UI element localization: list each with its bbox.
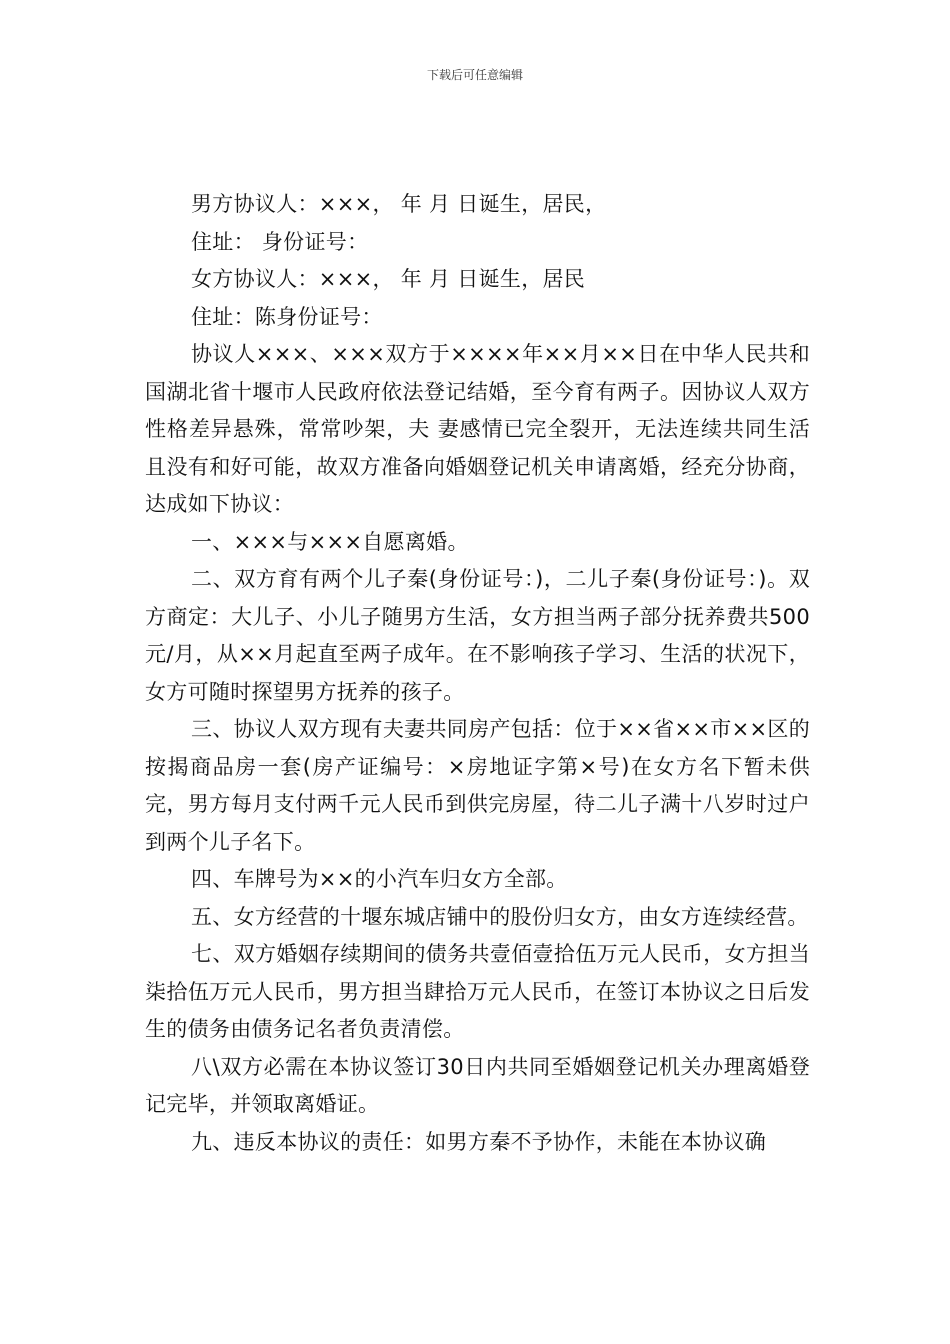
paragraph-preamble: 协议人×××、×××双方于××××年××月××日在中华人民共和国湖北省十堰市人民政府依法登记结婚，至今育有两子。因协议人双方性格差异悬殊，常常吵架，夫 妻感情已完全裂开，无法连续共同生活且没有和好可能，故双方准备向婚姻登记机关申请离婚，经充分协商，达成如下协议： [145, 342, 810, 516]
document-body [145, 186, 810, 1161]
page-header-note: 下载后可任意编辑 [426, 68, 523, 82]
paragraph-clause-4: 四、车牌号为××的小汽车归女方全部。 [191, 867, 568, 891]
paragraph-clause-7: 七、双方婚姻存续期间的债务共壹佰壹拾伍万元人民币，女方担当柒拾伍万元人民币，男方担当肆拾万元人民币，在签订本协议之日后发生的债务由债务记名者负责清偿。 [145, 942, 810, 1041]
paragraph-male-address: 住址： 身份证号： [191, 229, 369, 254]
paragraph-male-party: 男方协议人：×××， 年 月 日诞生，居民， [191, 192, 607, 216]
paragraph-female-party: 女方协议人：×××， 年 月 日诞生，居民 [191, 267, 586, 291]
paragraph-clause-2: 二、双方育有两个儿子秦(身份证号：)，二儿子秦(身份证号：)。双方商定：大儿子、小儿子随男方生活，女方担当两子部分抚养费共500元/月，从××月起直至两子成年。在不影响孩子学习、生活的状况下，女方可随时探望男方抚养的孩子。 [145, 567, 810, 704]
paragraph-clause-1: 一、×××与×××自愿离婚。 [191, 529, 469, 554]
paragraph-clause-5: 五、女方经营的十堰东城店铺中的股份归女方，由女方连续经营。 [191, 904, 809, 929]
paragraph-clause-3: 三、协议人双方现有夫妻共同房产包括：位于××省××市××区的按揭商品房一套(房产证编号：×房地证字第×号)在女方名下暂未供完，男方每月支付两千元人民币到供完房屋，待二儿子满十八岁时过户到两个儿子名下。 [145, 717, 810, 854]
paragraph-clause-8: 八\双方必需在本协议签订30日内共同至婚姻登记机关办理离婚登记完毕，并领取离婚证。 [145, 1054, 810, 1116]
paragraph-female-address: 住址：陈身份证号： [191, 304, 383, 329]
paragraph-clause-9: 九、违反本协议的责任：如男方秦不予协作，未能在本协议确 [191, 1129, 767, 1154]
